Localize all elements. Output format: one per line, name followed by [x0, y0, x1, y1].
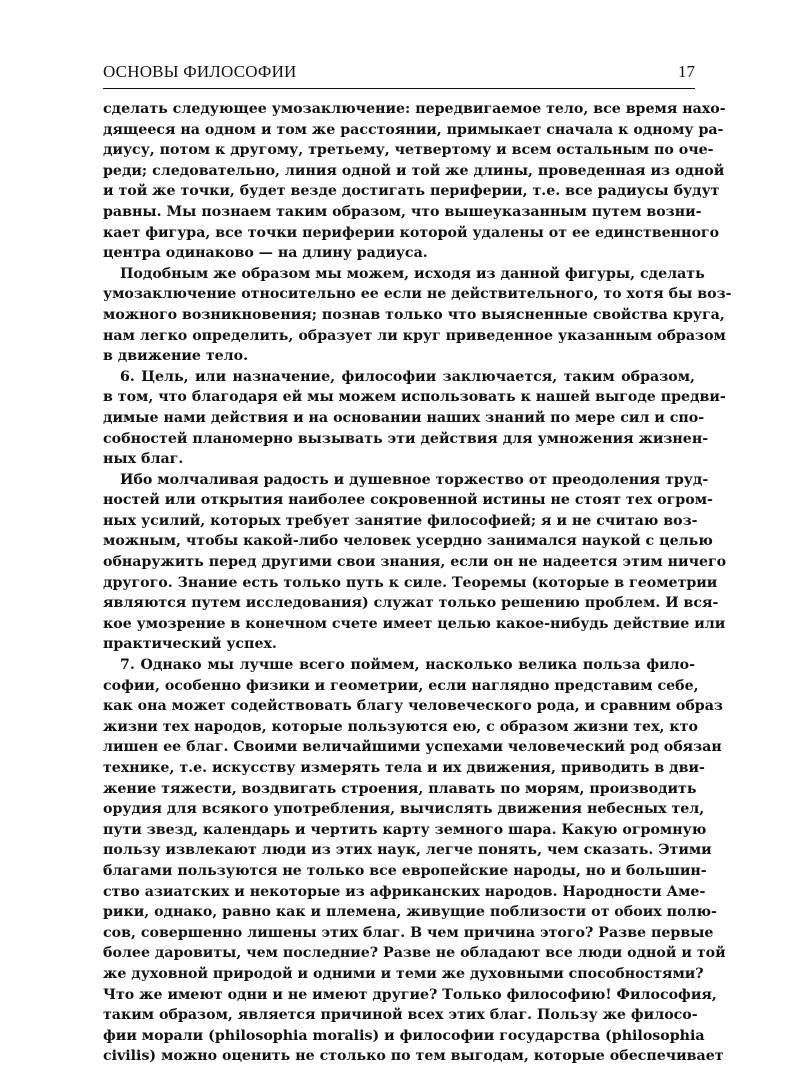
text-line: технике, т.е. искусству измерять тела и их движения, приводить в дви- — [103, 760, 705, 776]
text-line: димые нами действия и на основании наших знаний по мере сил и спо- — [103, 409, 705, 426]
text-line: сделать следующее умозаключение: передвигаемое тело, все время нахо- — [103, 101, 726, 117]
text-line: рики, однако, равно как и племена, живущие поблизости от обоих полю- — [103, 904, 717, 921]
text-line: и той же точки, будет везде достигать периферии, т.е. все радиусы будут — [103, 183, 720, 200]
text-line: в движение тело. — [103, 348, 249, 365]
text-line: орудия для всякого употребления, вычислять движения небесных тел, — [103, 801, 705, 818]
text-line: кое умозрение в конечном счете имеет целью какое-нибудь действие или — [103, 615, 726, 632]
text-line: ство азиатских и некоторые из африканских народов. Народности Аме- — [103, 883, 706, 900]
text-line: ностей или открытия наиболее сокровенной истины не стоят тех огром- — [103, 492, 713, 509]
text-line: в том, что благодаря ей мы можем использовать к нашей выгоде предви- — [103, 389, 726, 406]
text-line: пути звезд, календарь и чертить карту земного шара. Какую огромную — [103, 821, 707, 838]
page-header — [103, 56, 695, 89]
running-title: ОСНОВЫ ФИЛОСОФИИ — [103, 62, 297, 81]
text-line: более даровиты, чем последние? Разве не обладают все люди одной и той — [103, 945, 726, 962]
text-line: пользу извлекают люди из этих наук, легче понять, чем сказать. Этими — [103, 842, 712, 859]
text-line: 6. Цель, или назначение, философии заключается, таким образом, — [120, 368, 695, 385]
text-line: практический успех. — [103, 636, 277, 653]
body-text — [103, 99, 732, 1067]
text-line: таким образом, является причиной всех этих благ. Пользу же филосо- — [103, 1007, 698, 1024]
text-line: жение тяжести, воздвигать строения, плавать по морям, производить — [103, 780, 697, 797]
text-line: Подобным же образом мы можем, исходя из данной фигуры, сделать — [120, 265, 705, 282]
text-line: Ибо молчаливая радость и душевное торжество от преодоления труд- — [120, 471, 709, 488]
text-line: лишен ее благ. Своими величайшими успехами человеческий род обязан — [103, 739, 722, 756]
text-line: Что же имеют одни и не имеют другие? Только философию! Философия, — [103, 986, 717, 1003]
text-line: другого. Знание есть только путь к силе. Теоремы (которые в геометрии — [103, 574, 718, 591]
text-line: умозаключение относительно ее если не действительного, то хотя бы воз- — [103, 286, 732, 303]
text-line: центра одинаково — на длину радиуса. — [103, 245, 428, 262]
text-line: диусу, потом к другому, третьему, четвертому и всем остальным по оче- — [103, 142, 714, 159]
text-line: реди; следовательно, линия одной и той же длины, проведенная из одной — [103, 162, 725, 179]
text-line: же духовной природой и одними и теми же духовными способностями? — [103, 965, 704, 982]
text-line: можным, чтобы какой-либо человек усердно занимался наукой с целью — [103, 533, 713, 550]
text-line: ных усилий, которых требует занятие философией; я и не считаю воз- — [103, 512, 698, 529]
text-line: дящееся на одном и том же расстоянии, примыкает сначала к одному ра- — [103, 121, 724, 138]
page-number: 17 — [678, 62, 695, 81]
text-line: 7. Однако мы лучше всего поймем, насколько велика польза фило- — [120, 657, 695, 674]
text-line: равны. Мы познаем таким образом, что вышеуказанным путем возни- — [103, 203, 702, 220]
text-line: нам легко определить, образует ли круг приведенное указанным образом — [103, 327, 726, 344]
text-line: обнаружить перед другими свои знания, если он не надеется этим ничего — [103, 554, 727, 571]
text-line: можного возникновения; познав только что выясненные свойства круга, — [103, 306, 725, 323]
book-page — [103, 56, 732, 1067]
text-line: собностей планомерно вызывать эти действия для умножения жизнен- — [103, 430, 709, 447]
text-line: фии морали (philosophia moralis) и философии государства (philosophia — [103, 1027, 705, 1044]
text-line: ных благ. — [103, 451, 184, 468]
text-line: благами пользуются не только все европейские народы, но и большин- — [103, 862, 707, 879]
text-line: являются путем исследования) служат только решению проблем. И вся- — [103, 595, 719, 612]
text-line: жизни тех народов, которые пользуются ею, с образом жизни тех, кто — [103, 718, 698, 735]
text-line: кает фигура, все точки периферии которой удалены от ее единственного — [103, 224, 720, 241]
text-line: софии, особенно физики и геометрии, если наглядно представим себе, — [103, 677, 699, 694]
text-line: как она может содействовать благу человеческого рода, и сравним образ — [103, 698, 723, 715]
text-line: civilis) можно оценить не столько по тем выгодам, которые обеспечивает — [103, 1048, 724, 1065]
text-line: сов, совершенно лишены этих благ. В чем причина этого? Разве первые — [103, 924, 714, 941]
